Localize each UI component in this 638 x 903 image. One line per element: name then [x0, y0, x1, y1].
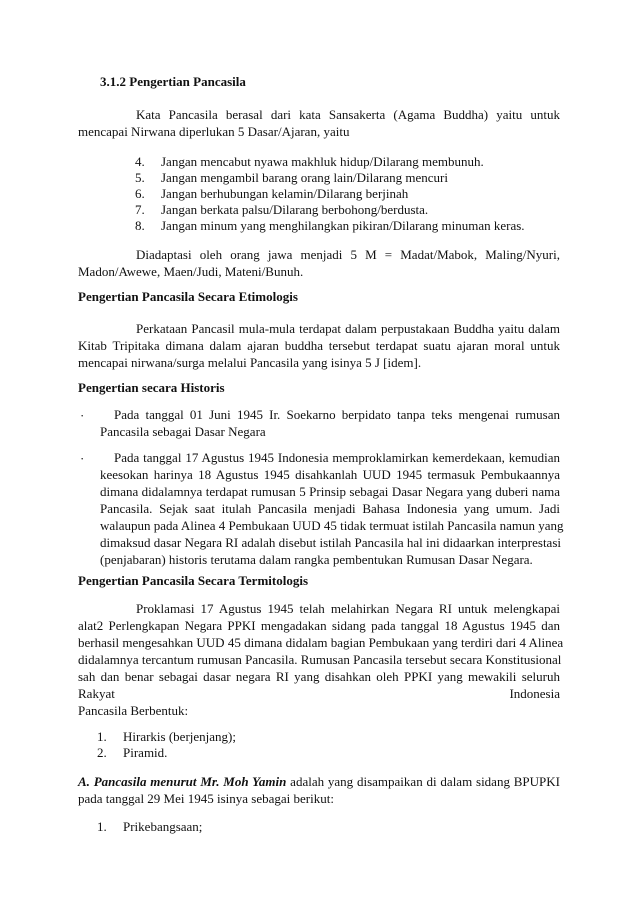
- etimologis-line-3: mencapai nirwana/surga melalui Pancasila yang isinya 5 J [idem].: [78, 355, 422, 370]
- yamin-line-1-rest: adalah yang disampaikan di dalam sidang BPUPKI: [286, 774, 560, 789]
- historis-bullet-2-line-7: (penjabaran) historis terutama dalam rangka pembentukan Rumusan Dasar Negara.: [100, 552, 533, 567]
- etimologis-line-2: Kitab Tripitaka dimana dalam ajaran buddha tersebut terdapat suatu ajaran moral untuk: [78, 338, 560, 353]
- historis-heading: Pengertian secara Historis: [78, 380, 225, 395]
- historis-bullet-2-line-1: Pada tanggal 17 Agustus 1945 Indonesia memproklamirkan kemerdekaan, kemudian: [114, 450, 560, 465]
- termitologis-line-6-left: Rakyat: [78, 686, 115, 701]
- ajaran-item-text: Jangan mengambil barang orang lain/Dilarang mencuri: [161, 170, 448, 185]
- termitologis-line-7: Pancasila Berbentuk:: [78, 703, 189, 718]
- yamin-item: [97, 819, 202, 835]
- historis-bullet-1-line-1: Pada tanggal 01 Juni 1945 Ir. Soekarno berpidato tanpa teks mengenai rumusan: [114, 407, 560, 422]
- ajaran-item-number: 8.: [135, 218, 145, 233]
- termitologis-line-5: sah dan benar sebagai dasar negara RI yang disahkan oleh PPKI yang mewakili seluruh: [78, 669, 560, 684]
- ajaran-item: [135, 218, 525, 234]
- yamin-item-number: 1.: [97, 819, 107, 834]
- ajaran-item-number: 4.: [135, 154, 145, 169]
- historis-bullet-1-line-2: Pancasila sebagai Dasar Negara: [100, 424, 266, 439]
- yamin-line-2: pada tanggal 29 Mei 1945 isinya sebagai berikut:: [78, 791, 334, 806]
- ajaran-item: [135, 170, 448, 186]
- termitologis-heading: Pengertian Pancasila Secara Termitologis: [78, 573, 309, 588]
- intro-line-2: mencapai Nirwana diperlukan 5 Dasar/Ajaran, yaitu: [78, 124, 350, 139]
- etimologis-heading: Pengertian Pancasila Secara Etimologis: [78, 289, 298, 304]
- termitologis-line-1: Proklamasi 17 Agustus 1945 telah melahirkan Negara RI untuk melengkapai: [136, 601, 560, 616]
- diadaptasi-line-2: Madon/Awewe, Maen/Judi, Mateni/Bunuh.: [78, 264, 304, 279]
- bentuk-item-text: Piramid.: [123, 745, 168, 760]
- ajaran-item-text: Jangan berkata palsu/Dilarang berbohong/berdusta.: [161, 202, 429, 217]
- ajaran-item-number: 7.: [135, 202, 145, 217]
- historis-bullet-2-line-4: Pancasila. Sejak saat itulah Pancasila menjadi Bahasa Indonesia yang umum. Jadi: [100, 501, 560, 516]
- yamin-heading: A. Pancasila menurut Mr. Moh Yamin: [78, 774, 287, 789]
- intro-line-1: Kata Pancasila berasal dari kata Sansakerta (Agama Buddha) yaitu untuk: [136, 107, 560, 122]
- bentuk-item: [97, 729, 236, 745]
- ajaran-item-number: 6.: [135, 186, 145, 201]
- historis-bullet-2-line-5: walaupun pada Alinea 4 Pembukaan UUD 45 tidak termuat istilah Pancasila namun yang: [100, 518, 564, 533]
- bullet-mark: ·: [80, 408, 85, 423]
- ajaran-item: [135, 202, 428, 218]
- termitologis-line-2: alat2 Perlengkapan Negara PPKI mengadakan sidang pada tanggal 18 Agustus 1945 dan: [78, 618, 560, 633]
- ajaran-item-number: 5.: [135, 170, 145, 185]
- ajaran-item-text: Jangan berhubungan kelamin/Dilarang berjinah: [161, 186, 409, 201]
- termitologis-line-6: [78, 685, 560, 702]
- bentuk-item-number: 2.: [97, 745, 107, 760]
- bentuk-item-number: 1.: [97, 729, 107, 744]
- yamin-item-text: Prikebangsaan;: [123, 819, 203, 834]
- ajaran-item-text: Jangan mencabut nyawa makhluk hidup/Dilarang membunuh.: [161, 154, 484, 169]
- ajaran-item-text: Jangan minum yang menghilangkan pikiran/Dilarang minuman keras.: [161, 218, 525, 233]
- termitologis-line-3: berhasil mengesahkan UUD 45 dimana didalam bagian Pembukaan yang terdiri dari 4 Alinea: [78, 635, 564, 650]
- bullet-mark: ·: [80, 451, 85, 466]
- yamin-line-1: [78, 773, 560, 790]
- ajaran-item: [135, 154, 484, 170]
- termitologis-line-6-right: Indonesia: [509, 686, 560, 701]
- historis-bullet-2-line-6: dimaksud dasar Negara RI adalah disebut istilah Pancasila hal ini didaarkan interprestasi: [100, 535, 561, 550]
- historis-bullet-2-line-3: dimana didalamnya terdapat rumusan 5 Prinsip sebagai Dasar Negara yang duberi nama: [100, 484, 560, 499]
- section-title: 3.1.2 Pengertian Pancasila: [100, 74, 246, 89]
- historis-bullet-2-line-2: keesokan harinya 18 Agustus 1945 disahkanlah UUD 1945 termasuk Pembukaannya: [100, 467, 560, 482]
- etimologis-line-1: Perkataan Pancasil mula-mula terdapat dalam perpustakaan Buddha yaitu dalam: [136, 321, 560, 336]
- termitologis-line-4: didalamnya tercantum rumusan Pancasila. Rumusan Pancasila tersebut secara Konstitusional: [78, 652, 562, 667]
- diadaptasi-line-1: Diadaptasi oleh orang jawa menjadi 5 M = Madat/Mabok, Maling/Nyuri,: [136, 247, 560, 262]
- bentuk-item: [97, 745, 167, 761]
- ajaran-item: [135, 186, 408, 202]
- bentuk-item-text: Hirarkis (berjenjang);: [123, 729, 236, 744]
